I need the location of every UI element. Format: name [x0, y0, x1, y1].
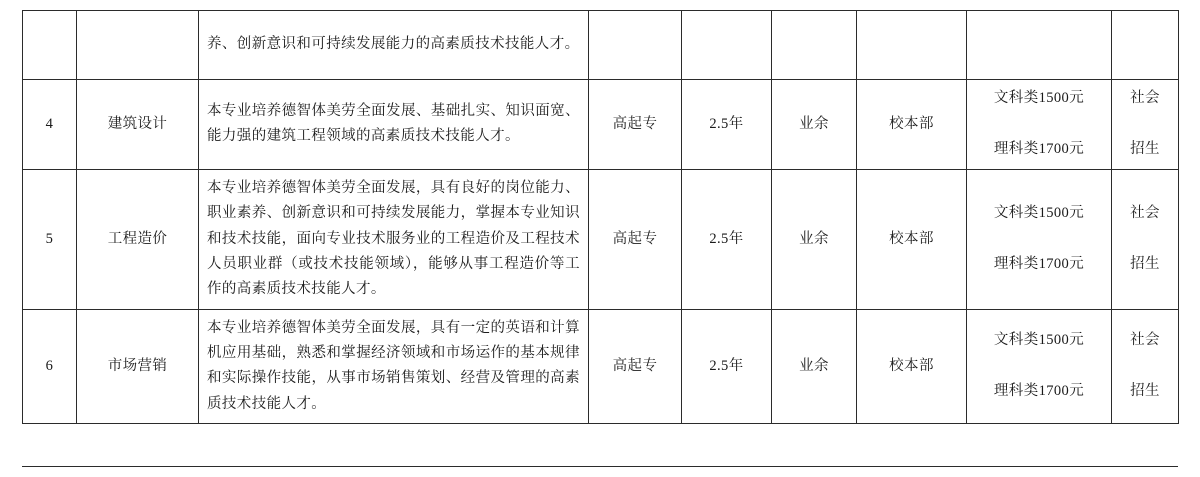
cell-no	[23, 11, 77, 80]
cell-enrollment-type	[1112, 11, 1179, 80]
cell-major: 工程造价	[77, 169, 199, 309]
table-row	[23, 169, 1179, 309]
cell-description: 养、创新意识和可持续发展能力的高素质技术技能人才。	[199, 11, 589, 80]
cell-major: 市场营销	[77, 309, 199, 424]
cell-enrollment-type	[1112, 169, 1179, 309]
table-row	[23, 11, 1179, 80]
cell-level: 高起专	[589, 169, 682, 309]
cell-enrollment-type	[1112, 309, 1179, 424]
enrollment-line: 招生	[1130, 383, 1160, 400]
cell-years: 2.5年	[682, 80, 772, 170]
cell-years: 2.5年	[682, 169, 772, 309]
cell-description: 本专业培养德智体美劳全面发展、基础扎实、知识面宽、能力强的建筑工程领域的高素质技术技能人才。	[199, 80, 589, 170]
enrollment-line: 招生	[1130, 256, 1160, 273]
cell-level	[589, 11, 682, 80]
tuition-line: 理科类1700元	[993, 141, 1085, 158]
cell-campus: 校本部	[857, 309, 967, 424]
cell-major: 建筑设计	[77, 80, 199, 170]
table-row	[23, 309, 1179, 424]
enrollment-line: 招生	[1130, 141, 1160, 158]
cell-years: 2.5年	[682, 309, 772, 424]
cell-no: 6	[23, 309, 77, 424]
tuition-line: 理科类1700元	[993, 383, 1085, 400]
cell-study-mode: 业余	[772, 309, 857, 424]
tuition-line: 理科类1700元	[993, 256, 1085, 273]
cell-study-mode	[772, 11, 857, 80]
cell-enrollment-type	[1112, 80, 1179, 170]
cell-tuition	[967, 11, 1112, 80]
tuition-line: 文科类1500元	[993, 204, 1085, 221]
cell-campus	[857, 11, 967, 80]
majors-table	[22, 10, 1179, 424]
table-row	[23, 80, 1179, 170]
cell-no: 4	[23, 80, 77, 170]
cell-years	[682, 11, 772, 80]
cell-description: 本专业培养德智体美劳全面发展，具有良好的岗位能力、职业素养、创新意识和可持续发展能力，掌握本专业知识和技术技能，面向专业技术服务业的工程造价及工程技术人员职业群（或技术技能领域），能够从事工程造价等工作的高素质技术技能人才。	[199, 169, 589, 309]
cell-tuition	[967, 169, 1112, 309]
tuition-line: 文科类1500元	[993, 90, 1085, 106]
cell-description: 本专业培养德智体美劳全面发展，具有一定的英语和计算机应用基础，熟悉和掌握经济领域和市场运作的基本规律和实际操作技能，从事市场销售策划、经营及管理的高素质技术技能人才。	[199, 309, 589, 424]
cell-level: 高起专	[589, 80, 682, 170]
cell-campus: 校本部	[857, 80, 967, 170]
cell-tuition	[967, 80, 1112, 170]
enrollment-line: 社会	[1130, 90, 1160, 106]
cell-level: 高起专	[589, 309, 682, 424]
page-bottom-rule	[22, 466, 1178, 467]
enrollment-line: 社会	[1130, 204, 1160, 221]
cell-study-mode: 业余	[772, 169, 857, 309]
enrollment-line: 社会	[1130, 332, 1160, 348]
cell-tuition	[967, 309, 1112, 424]
cell-no: 5	[23, 169, 77, 309]
tuition-line: 文科类1500元	[993, 332, 1085, 348]
cell-campus: 校本部	[857, 169, 967, 309]
cell-study-mode: 业余	[772, 80, 857, 170]
cell-major	[77, 11, 199, 80]
